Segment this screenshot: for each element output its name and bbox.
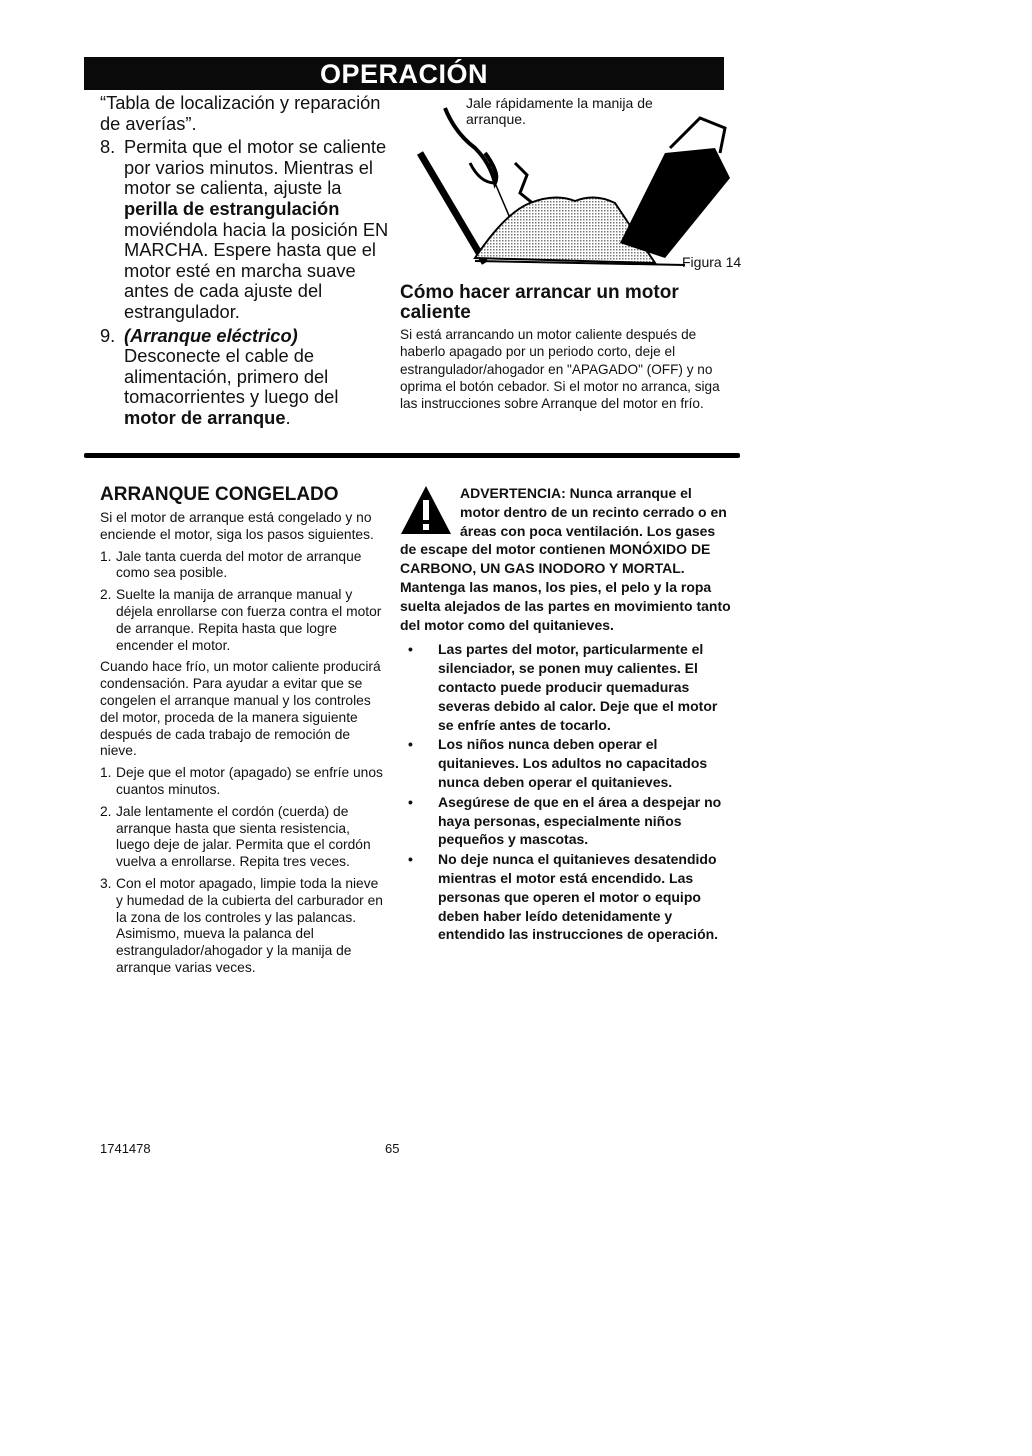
step-number: 8.: [100, 136, 116, 158]
step-text: Jale tanta cuerda del motor de arranque como sea posible.: [116, 548, 362, 581]
intro-text: “Tabla de localización y reparación de averías”.: [100, 92, 381, 134]
step-text: Con el motor apagado, limpie toda la nieve y humedad de la cubierta del carburador en la zona de los controles y las palancas. Asimismo, mueva la palanca del estrangulador/ahogador y la manija de arranque varias veces.: [116, 875, 383, 975]
warning-paragraph: [400, 484, 735, 634]
hot-start-heading: Cómo hacer arrancar un motor caliente: [400, 282, 679, 323]
step-number: 9.: [100, 324, 116, 346]
step-text: Desconecte el cable de alimentación, primero del tomacorrientes y luego del: [124, 345, 339, 408]
list-item: [100, 876, 385, 977]
list-item: [400, 850, 735, 944]
list-item: [400, 793, 735, 849]
frozen-start-heading: ARRANQUE CONGELADO: [100, 484, 339, 505]
step-8: [100, 137, 390, 322]
step-number: 1.: [100, 765, 112, 781]
section-header: OPERACIÓN: [84, 57, 724, 90]
bullet-text: No deje nunca el quitanieves desatendido mientras el motor está encendido. Las personas que operen el motor o equipo deben haber leído detenidamente y entendido las instrucciones de operación.: [438, 851, 719, 943]
step-number: 1.: [100, 548, 112, 564]
bullet: •: [408, 641, 413, 658]
bullet: •: [408, 736, 413, 753]
list-item: [100, 765, 385, 799]
bullet: •: [408, 851, 413, 868]
bullet-text: Los niños nunca deben operar el quitanieves. Los adultos no capacitados nunca deben operar el quitanieves.: [438, 736, 708, 790]
bullet-text: Las partes del motor, particularmente el silenciador, se ponen muy calientes. El contacto puede producir quemaduras severas debido al calor. Deje que el motor se enfríe antes de tocarlo.: [438, 641, 718, 733]
list-item: [100, 549, 385, 583]
upper-left-column: [100, 93, 390, 429]
section-divider: [84, 453, 740, 458]
figure-label: Figura 14: [682, 254, 742, 270]
list-item: [100, 804, 385, 871]
list-item: [400, 735, 735, 791]
list-item: [100, 587, 385, 654]
document-number: 1741478: [100, 1141, 151, 1156]
step-text: Suelte la manija de arranque manual y déjela enrollarse con fuerza contra el motor de arranque. Repita hasta que logre encender el motor.: [116, 587, 382, 653]
bullet-text: Asegúrese de que en el área a despejar no haya personas, especialmente niños pequeños y mascotas.: [438, 793, 722, 848]
list-item: [400, 640, 735, 734]
step-bold-text: perilla de estrangulación: [124, 197, 340, 219]
frozen-intro: Si el motor de arranque está congelado y no enciende el motor, siga los pasos siguientes.: [100, 510, 374, 542]
step-text: Permita que el motor se caliente por varios minutos. Mientras el motor se calienta, ajuste la: [124, 136, 387, 199]
step-number: 2.: [100, 587, 112, 603]
step-text: Jale lentamente el cordón (cuerda) de arranque hasta que sienta resistencia, luego deje de jalar. Permita que el cordón vuelva a enrollarse. Repita tres veces.: [116, 803, 371, 870]
warning-column: [400, 484, 735, 945]
bullet: •: [408, 793, 413, 810]
step-number: 3.: [100, 875, 112, 891]
step-text: moviéndola hacia la posición EN MARCHA. Espere hasta que el motor esté en marcha suave antes de cada ajuste del estrangulador.: [124, 218, 389, 322]
step-bold-text: motor de arranque: [124, 406, 286, 428]
step-italic-text: (Arranque eléctrico): [124, 324, 298, 346]
step-text: .: [285, 406, 291, 428]
frozen-start-column: [100, 484, 385, 982]
condensation-paragraph: Cuando hace frío, un motor caliente producirá condensación. Para ayudar a evitar que se congelen el arranque manual y los controles del motor, proceda de la manera siguiente después de cada trabajo de remoción de nieve.: [100, 659, 381, 759]
warning-triangle-icon: [400, 484, 452, 536]
warning-text: ADVERTENCIA: Nunca arranque el motor dentro de un recinto cerrado o en áreas con poca ventilación. Los gases de escape del motor contienen MONÓXIDO DE CARBONO, UN GAS INODORO Y MORTAL. Mantenga las manos, los pies, el pelo y la ropa suelta alejados de las partes en movimiento tanto del motor como del quitanieves.: [400, 485, 731, 633]
step-text: Deje que el motor (apagado) se enfríe unos cuantos minutos.: [116, 765, 383, 797]
page-number: 65: [385, 1141, 400, 1156]
step-9: [100, 326, 390, 429]
hot-start-body: Si está arrancando un motor caliente después de haberlo apagado por un periodo corto, deje el estrangulador/ahogador en "APAGADO" (OFF) y no oprima el botón cebador. Si el motor no arranca, siga las instrucciones sobre Arranque del motor en frío.: [400, 327, 720, 412]
step-number: 2.: [100, 803, 112, 819]
figure-caption: Jale rápidamente la manija de arranque.: [466, 95, 653, 127]
